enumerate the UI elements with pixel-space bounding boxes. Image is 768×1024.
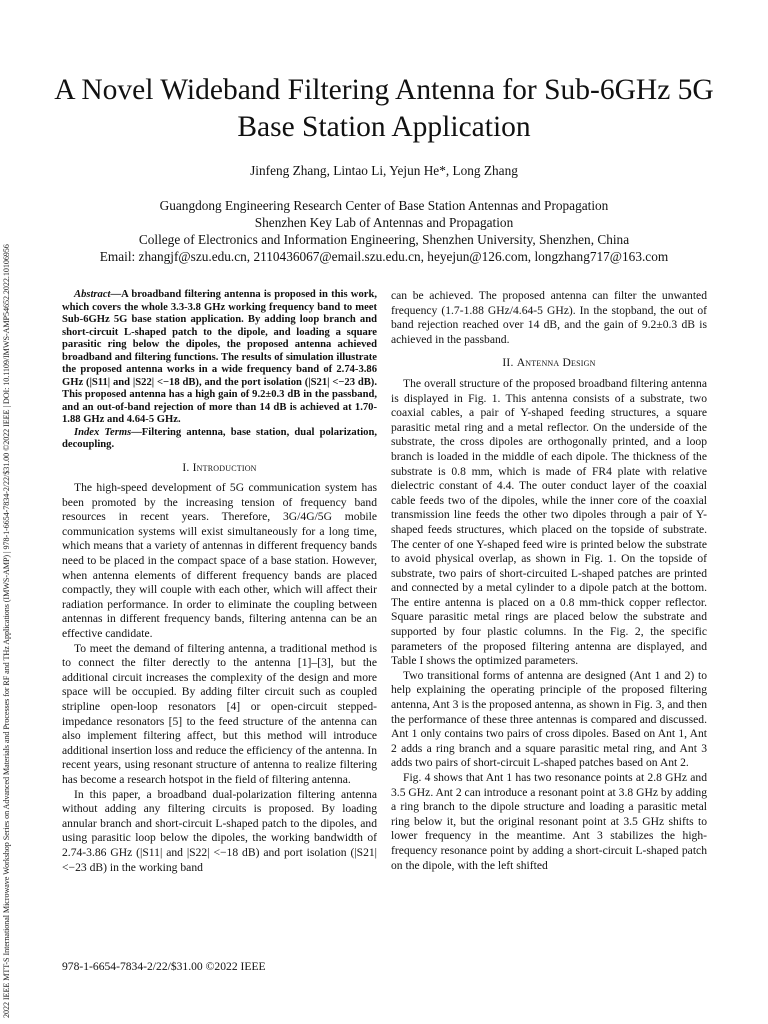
abstract-label: Abstract	[74, 289, 111, 300]
abstract-text: —A broadband filtering antenna is proposed in this work, which covers the whole 3.3-3.8 GHz working frequency band to meet Sub-6GHz 5G base station application. By adding loop branch and short-circuit L-shaped patch to the dipole, and loading a square parasitic ring below the dipoles, the proposed antenna achieved broadband and filtering functions. The results of simulation illustrate the proposed antenna works in a wide frequency band of 2.74-3.86 GHz (|S11| and |S22| <−18 dB), and the port isolation (|S21| <−23 dB). This proposed antenna has a high gain of 9.2±0.3 dB in the passband, and an out-of-band rejection of more than 14 dB is achieved at 1.70-1.88 GHz and 4.64-5 GHz.	[62, 289, 377, 425]
section-heading-introduction	[62, 461, 377, 476]
section-heading-antenna-design	[391, 356, 707, 371]
section-title: Antenna Design	[516, 356, 596, 370]
paper-title: A Novel Wideband Filtering Antenna for Sub-6GHz 5G Base Station Application	[54, 74, 714, 143]
copyright-footer: 978-1-6654-7834-2/22/$31.00 ©2022 IEEE	[62, 960, 266, 973]
right-column	[391, 289, 707, 873]
abstract	[62, 289, 377, 427]
intro-paragraph: In this paper, a broadband dual-polarization filtering antenna without adding any filtering circuits is proposed. By loading annular branch and short-circuit L-shaped patch to the dipoles, and using parasitic loop below the dipoles, the working bandwidth of 2.74-3.86 GHz (|S11| and |S22| <−18 dB) and port isolation (|S21| <−23 dB) in the working band	[62, 787, 377, 874]
index-terms-label: Index Terms	[74, 426, 132, 438]
design-paragraph: The overall structure of the proposed broadband filtering antenna is displayed in Fig. 1. This antenna consists of a substrate, two coaxial cables, a pair of Y-shaped feeding structures, a square parasitic metal ring and a metal reflector. On the underside of the substrate, the cross dipoles are orthogonally printed, and a loop branch is loaded in the middle of each dipole. The thickness of the substrate is 0.8 mm, which is made of FR4 plate with relative dielectric constant of 4.4. The outer conduct layer of the coaxial cable feeds two of the dipoles, while the inner core of the coaxial transmission line feeds the other two dipoles through a pair of Y-shaped feeds structures, which placed on the topside of substrate. The center of one Y-shaped feed wire is printed below the substrate to avoid physical overlap, as shown in Fig. 1. On the topside of substrate, two pairs of short-circuited L-shaped patches are printed and connected by a metal cylinder to a dipole patch at the bottom. The entire antenna is placed on a 0.8 mm-thick copper reflector. Square parasitic metal rings are placed below the substrate and supported by four plastic columns. In the Fig. 2, the specific parameters of the proposed filtering antenna are displayed, and Table I shows the optimized parameters.	[391, 376, 707, 668]
affiliation-block	[40, 197, 728, 265]
side-metadata-strip	[2, 8, 16, 1018]
section-number: II.	[502, 356, 514, 370]
index-terms-text: —Filtering antenna, base station, dual polarization, decoupling.	[62, 426, 378, 450]
affiliation-line: Shenzhen Key Lab of Antennas and Propagation	[254, 215, 514, 230]
section-title: Introduction	[192, 460, 257, 474]
email-line: Email: zhangjf@szu.edu.cn, 2110436067@email.szu.edu.cn, heyejun@126.com, longzhang717@163.com	[99, 249, 669, 264]
author-list: Jinfeng Zhang, Lintao Li, Yejun He*, Long Zhang	[250, 163, 518, 178]
design-paragraph: Two transitional forms of antenna are designed (Ant 1 and 2) to help explaining the operating principle of the proposed filtering antenna, Ant 3 is the proposed antenna, as shown in Fig. 3, and then the performance of these three antennas is compared and discussed. Ant 1 only contains two pairs of cross dipoles. Based on Ant 1, Ant 2 adds a ring branch and a square parasitic metal ring, and Ant 3 adds two pairs of short-circuit L-shaped patches based on Ant 2.	[391, 668, 707, 770]
continued-paragraph: can be achieved. The proposed antenna can filter the unwanted frequency (1.7-1.88 GHz/4.64-5 GHz). In the stopband, the out of band rejection reached over 14 dB, and the gain of 9.2±0.3 dB is achieved in the passband.	[391, 289, 707, 346]
intro-paragraph: To meet the demand of filtering antenna, a traditional method is to connect the filter derectly to the antenna [1]–[3], but the additional circuit increases the complexity of the design and more space will be occupied. By adding filter circuit such as coupled stripline open-loop resonators [4] or open-circuit stepped-impedance resonators [5] to the feed structure of the antenna can also implement filtering affect, but this method will introduce additional insertion loss and reduce the efficiency of the antenna. In recent years, using resonant structure of antenna to realize filtering has become a research hotspot in the field of filtering antenna.	[62, 641, 377, 786]
affiliation-line: Guangdong Engineering Research Center of Base Station Antennas and Propagation	[159, 198, 609, 213]
design-paragraph: Fig. 4 shows that Ant 1 has two resonance points at 2.8 GHz and 3.5 GHz. Ant 2 can introduce a resonant point at 3.8 GHz by adding a ring branch to the dipole structure and loading a parasitic metal ring below it, but the original resonant point at 3.5 GHz shifts to lower frequency in the meantime. Ant 3 stabilizes the high-frequency resonance point by adding a short-circuit L-shaped patch on the dipole, with the left shifted	[391, 771, 707, 872]
section-number: I.	[182, 460, 190, 474]
side-metadata-text: 2022 IEEE MTT-S International Microwave Workshop Series on Advanced Materials and Processes for RF and THz Applications (IMWS-AMP) | 978-1-6654-7834-2/22/$31.00 ©2022 IEEE | DOI: 10.1109/IMWS-AMP54652.2022.10106956	[2, 244, 11, 1018]
left-column	[62, 289, 377, 875]
affiliation-line: College of Electronics and Information Engineering, Shenzhen University, Shenzhen, China	[138, 232, 630, 247]
intro-paragraph: The high-speed development of 5G communication system has been promoted by the increasing tension of frequency band resources in recent years. Therefore, 3G/4G/5G mobile communication systems will exist simultaneously for a long time, which means that a variety of antennas in different frequency bands need to be placed in the compact space of a base station. However, when antenna elements of different frequency bands are placed compactly, they will couple with each other, which will affect their radiation performance. In order to eliminate the coupling between antennas in different frequency bands, filtering antenna can be an effective candidate.	[62, 481, 377, 641]
index-terms	[62, 427, 377, 452]
